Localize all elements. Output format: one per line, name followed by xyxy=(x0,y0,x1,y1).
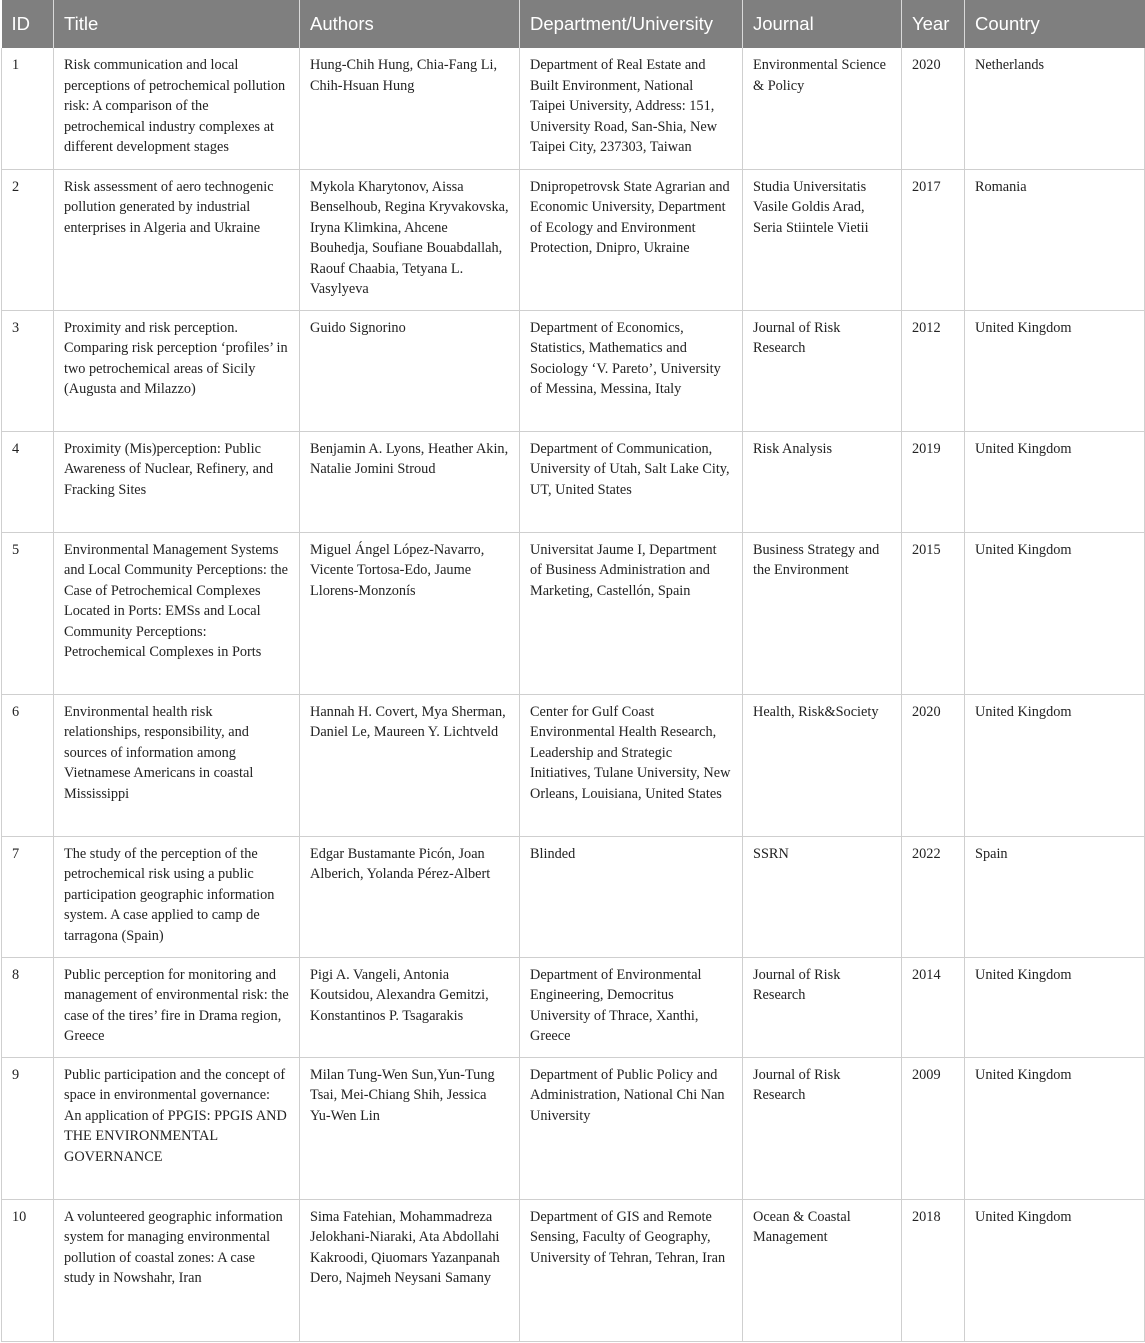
table-row xyxy=(2,1057,1145,1199)
table-row xyxy=(2,694,1145,836)
table-row xyxy=(2,957,1145,1057)
cell-title: A volunteered geographic information system for managing environmental pollution of coastal zones: A case study in Nowshahr, Iran xyxy=(54,1199,300,1341)
cell-year: 2019 xyxy=(902,431,965,532)
table-row xyxy=(2,532,1145,694)
cell-authors: Sima Fatehian, Mohammadreza Jelokhani-Niaraki, Ata Abdollahi Kakroodi, Qiuomars Yazanpanah Dero, Najmeh Neysani Samany xyxy=(300,1199,520,1341)
cell-department: Department of Real Estate and Built Environment, National Taipei University, Address: 151, University Road, San-Shia, New Taipei City, 237303, Taiwan xyxy=(520,48,743,169)
cell-journal: Journal of Risk Research xyxy=(743,310,902,431)
cell-title: Proximity (Mis)perception: Public Awareness of Nuclear, Refinery, and Fracking Sites xyxy=(54,431,300,532)
cell-journal: Risk Analysis xyxy=(743,431,902,532)
cell-country: United Kingdom xyxy=(965,310,1145,431)
cell-country: United Kingdom xyxy=(965,431,1145,532)
header-country: Country xyxy=(965,0,1145,48)
cell-country: United Kingdom xyxy=(965,1057,1145,1199)
cell-authors: Hung-Chih Hung, Chia-Fang Li, Chih-Hsuan Hung xyxy=(300,48,520,169)
cell-journal: Environmental Science & Policy xyxy=(743,48,902,169)
cell-year: 2014 xyxy=(902,957,965,1057)
cell-authors: Milan Tung-Wen Sun,Yun-Tung Tsai, Mei-Chiang Shih, Jessica Yu-Wen Lin xyxy=(300,1057,520,1199)
cell-title: Risk assessment of aero technogenic pollution generated by industrial enterprises in Algeria and Ukraine xyxy=(54,169,300,310)
table-row xyxy=(2,836,1145,957)
table-row xyxy=(2,1199,1145,1341)
cell-journal: Ocean & Coastal Management xyxy=(743,1199,902,1341)
table-row xyxy=(2,169,1145,310)
cell-department: Dnipropetrovsk State Agrarian and Economic University, Department of Ecology and Environment Protection, Dnipro, Ukraine xyxy=(520,169,743,310)
cell-authors: Mykola Kharytonov, Aissa Benselhoub, Regina Kryvakovska, Iryna Klimkina, Ahcene Bouhedja, Soufiane Bouabdallah, Raouf Chaabia, Tetyana L. Vasylyeva xyxy=(300,169,520,310)
cell-journal: Studia Universitatis Vasile Goldis Arad, Seria Stiintele Vietii xyxy=(743,169,902,310)
cell-country: Romania xyxy=(965,169,1145,310)
cell-id: 7 xyxy=(2,836,54,957)
header-year: Year xyxy=(902,0,965,48)
cell-id: 5 xyxy=(2,532,54,694)
cell-year: 2022 xyxy=(902,836,965,957)
header-id: ID xyxy=(2,0,54,48)
cell-country: Spain xyxy=(965,836,1145,957)
table-header xyxy=(2,0,1145,48)
cell-title: Environmental Management Systems and Local Community Perceptions: the Case of Petrochemical Complexes Located in Ports: EMSs and Local Community Perceptions: Petrochemical Complexes in Ports xyxy=(54,532,300,694)
cell-journal: Business Strategy and the Environment xyxy=(743,532,902,694)
cell-year: 2015 xyxy=(902,532,965,694)
cell-id: 6 xyxy=(2,694,54,836)
cell-department: Universitat Jaume I, Department of Business Administration and Marketing, Castellón, Spain xyxy=(520,532,743,694)
cell-title: Public perception for monitoring and management of environmental risk: the case of the tires’ fire in Drama region, Greece xyxy=(54,957,300,1057)
cell-title: Risk communication and local perceptions of petrochemical pollution risk: A comparison of the petrochemical industry complexes at different development stages xyxy=(54,48,300,169)
cell-year: 2012 xyxy=(902,310,965,431)
header-title: Title xyxy=(54,0,300,48)
cell-id: 1 xyxy=(2,48,54,169)
cell-id: 10 xyxy=(2,1199,54,1341)
cell-authors: Hannah H. Covert, Mya Sherman, Daniel Le, Maureen Y. Lichtveld xyxy=(300,694,520,836)
cell-title: The study of the perception of the petrochemical risk using a public participation geographic information system. A case applied to camp de tarragona (Spain) xyxy=(54,836,300,957)
cell-id: 9 xyxy=(2,1057,54,1199)
table-row xyxy=(2,310,1145,431)
header-authors: Authors xyxy=(300,0,520,48)
table-body xyxy=(2,48,1145,1341)
cell-id: 2 xyxy=(2,169,54,310)
cell-title: Public participation and the concept of space in environmental governance: An application of PPGIS: PPGIS AND THE ENVIRONMENTAL GOVERNANCE xyxy=(54,1057,300,1199)
cell-country: United Kingdom xyxy=(965,532,1145,694)
cell-authors: Benjamin A. Lyons, Heather Akin, Natalie Jomini Stroud xyxy=(300,431,520,532)
cell-title: Proximity and risk perception. Comparing risk perception ‘profiles’ in two petrochemical areas of Sicily (Augusta and Milazzo) xyxy=(54,310,300,431)
cell-department: Blinded xyxy=(520,836,743,957)
cell-title: Environmental health risk relationships, responsibility, and sources of information among Vietnamese Americans in coastal Mississippi xyxy=(54,694,300,836)
cell-country: United Kingdom xyxy=(965,694,1145,836)
cell-authors: Guido Signorino xyxy=(300,310,520,431)
table-row xyxy=(2,48,1145,169)
cell-journal: Journal of Risk Research xyxy=(743,1057,902,1199)
cell-year: 2020 xyxy=(902,48,965,169)
header-journal: Journal xyxy=(743,0,902,48)
cell-authors: Pigi A. Vangeli, Antonia Koutsidou, Alexandra Gemitzi, Konstantinos P. Tsagarakis xyxy=(300,957,520,1057)
cell-authors: Miguel Ángel López-Navarro, Vicente Tortosa-Edo, Jaume Llorens-Monzonís xyxy=(300,532,520,694)
cell-id: 3 xyxy=(2,310,54,431)
cell-id: 4 xyxy=(2,431,54,532)
cell-year: 2020 xyxy=(902,694,965,836)
cell-department: Department of Communication, University of Utah, Salt Lake City, UT, United States xyxy=(520,431,743,532)
cell-year: 2009 xyxy=(902,1057,965,1199)
cell-department: Department of Environmental Engineering, Democritus University of Thrace, Xanthi, Greece xyxy=(520,957,743,1057)
header-row xyxy=(2,0,1145,48)
cell-department: Department of GIS and Remote Sensing, Faculty of Geography, University of Tehran, Tehran, Iran xyxy=(520,1199,743,1341)
cell-department: Department of Public Policy and Administration, National Chi Nan University xyxy=(520,1057,743,1199)
cell-country: United Kingdom xyxy=(965,1199,1145,1341)
cell-id: 8 xyxy=(2,957,54,1057)
table-row xyxy=(2,431,1145,532)
cell-journal: Journal of Risk Research xyxy=(743,957,902,1057)
cell-country: United Kingdom xyxy=(965,957,1145,1057)
papers-table xyxy=(1,0,1145,1342)
cell-year: 2018 xyxy=(902,1199,965,1341)
header-department: Department/University xyxy=(520,0,743,48)
cell-authors: Edgar Bustamante Picón, Joan Alberich, Yolanda Pérez-Albert xyxy=(300,836,520,957)
cell-department: Department of Economics, Statistics, Mathematics and Sociology ‘V. Pareto’, University of Messina, Messina, Italy xyxy=(520,310,743,431)
cell-year: 2017 xyxy=(902,169,965,310)
cell-department: Center for Gulf Coast Environmental Health Research, Leadership and Strategic Initiatives, Tulane University, New Orleans, Louisiana, United States xyxy=(520,694,743,836)
cell-country: Netherlands xyxy=(965,48,1145,169)
cell-journal: Health, Risk&Society xyxy=(743,694,902,836)
cell-journal: SSRN xyxy=(743,836,902,957)
